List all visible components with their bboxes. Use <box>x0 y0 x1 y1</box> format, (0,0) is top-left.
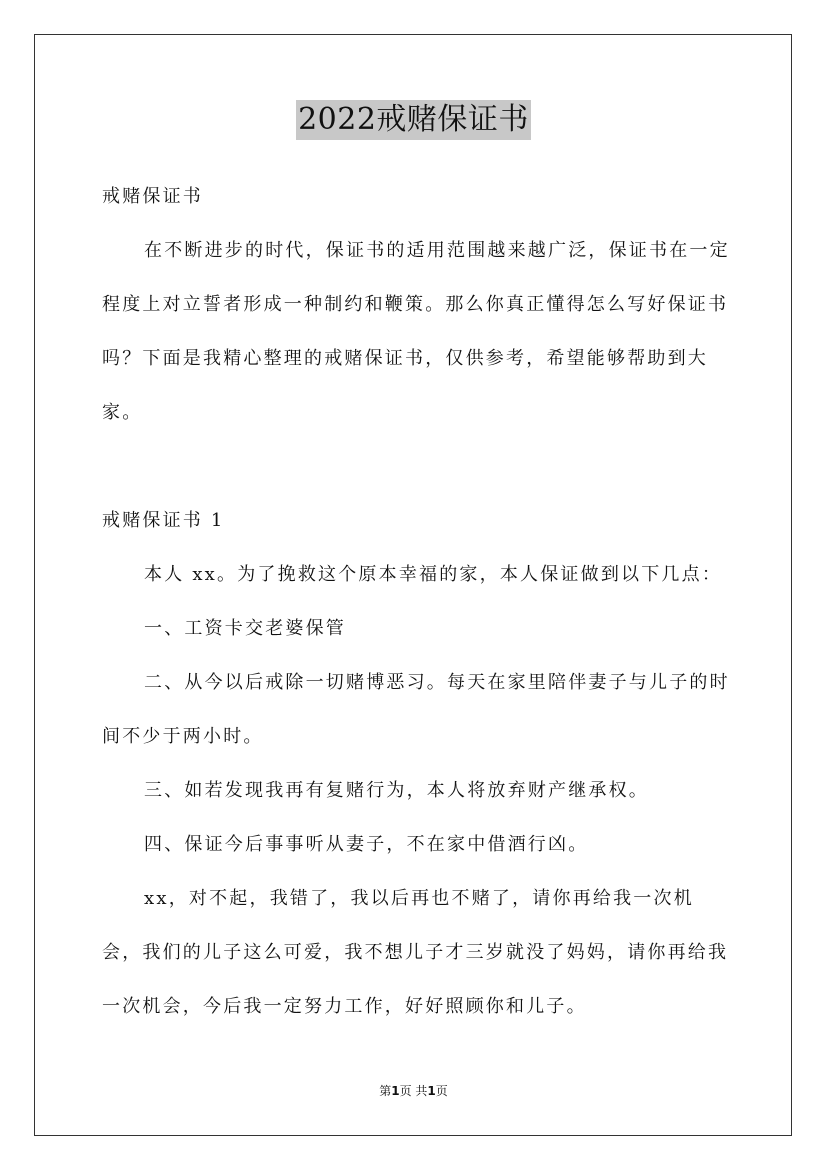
spacer <box>102 440 732 494</box>
title-container <box>0 100 827 140</box>
footer-page-prefix: 第 <box>379 1084 392 1098</box>
document-title: 2022戒赌保证书 <box>296 100 531 140</box>
footer-page-current: 1 <box>391 1084 400 1098</box>
intro-paragraph: 在不断进步的时代，保证书的适用范围越来越广泛，保证书在一定程度上对立誓者形成一种制约和鞭策。那么你真正懂得怎么写好保证书吗？下面是我精心整理的戒赌保证书，仅供参考，希望能够帮助到大家。 <box>102 240 730 423</box>
footer-page-suffix: 页 共 <box>399 1084 428 1098</box>
paragraph-item-4: 四、保证今后事事听从妻子，不在家中借酒行凶。 <box>144 834 589 855</box>
page-footer <box>0 1082 827 1099</box>
footer-page-end: 页 <box>435 1084 448 1098</box>
document-body <box>102 170 732 1034</box>
footer-page-total: 1 <box>427 1084 436 1098</box>
paragraph-item-3: 三、如若发现我再有复赌行为，本人将放弃财产继承权。 <box>144 780 649 801</box>
section-heading: 戒赌保证书 1 <box>102 510 225 531</box>
paragraph-statement: 本人 xx。为了挽救这个原本幸福的家，本人保证做到以下几点： <box>144 564 723 585</box>
paragraph-item-2: 二、从今以后戒除一切赌博恶习。每天在家里陪伴妻子与儿子的时间不少于两小时。 <box>102 672 730 747</box>
paragraph-item-1: 一、工资卡交老婆保管 <box>144 618 346 639</box>
paragraph-apology: xx，对不起，我错了，我以后再也不赌了，请你再给我一次机会，我们的儿子这么可爱，我不想儿子才三岁就没了妈妈，请你再给我一次机会，今后我一定努力工作，好好照顾你和儿子。 <box>102 888 729 1017</box>
subtitle: 戒赌保证书 <box>102 186 203 207</box>
